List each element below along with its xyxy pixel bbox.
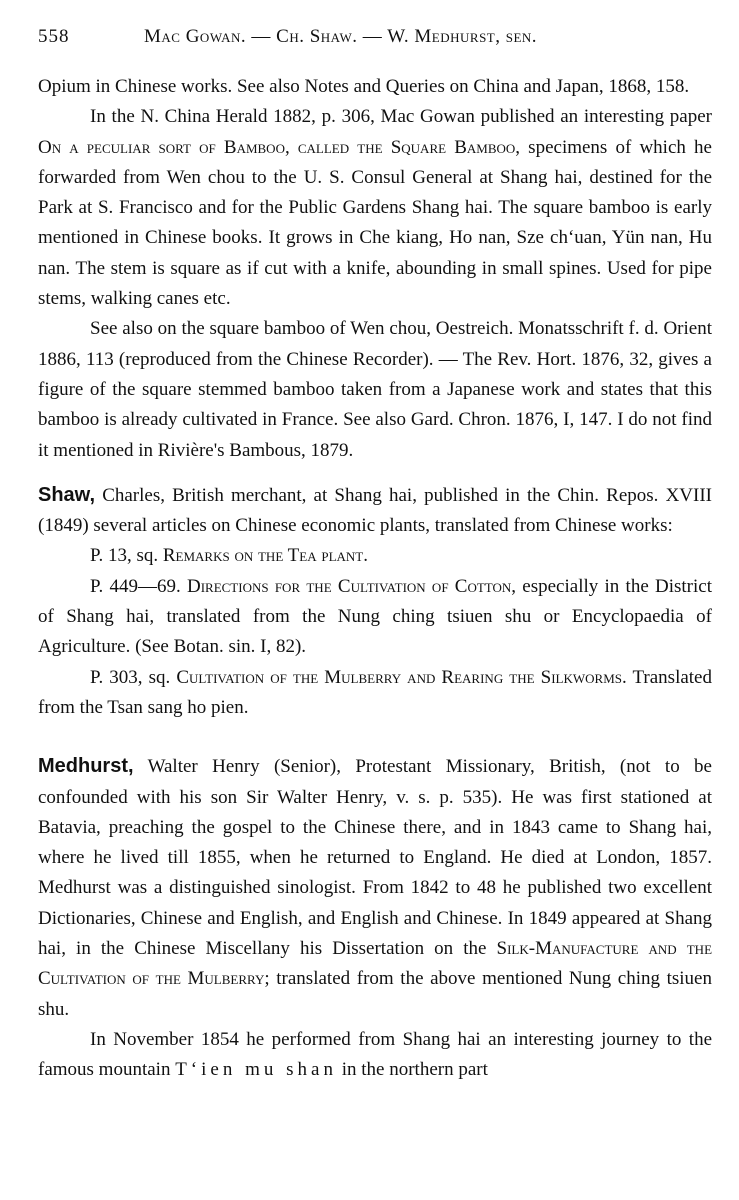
- running-title: Mac Gowan. — Ch. Shaw. — W. Medhurst, sen.: [144, 26, 538, 47]
- article-title: Directions for the Cultivation of Cotton: [186, 575, 512, 597]
- paragraph-wen-chou: See also on the square bamboo of Wen chou, Oestreich. Monatsschrift f. d. Orient 1886, 113 (reproduced from the Chinese Recorder). — The Rev. Hort. 1876, 32, gives a figure of the square stemmed bamboo taken from a Japanese work and states that this bamboo is already cultivated in France. See also Gard. Chron. 1876, I, 147. I do not find it mentioned in Rivière's Bambous, 1879.: [38, 318, 712, 461]
- article-title: On a peculiar sort of Bamboo, called the Square Bamboo: [38, 136, 516, 158]
- entry-name-shaw: Shaw,: [38, 483, 96, 506]
- paragraph-square-bamboo: [38, 102, 712, 314]
- running-header: [38, 26, 709, 54]
- shaw-article-tea: [38, 541, 712, 571]
- place-name: Tʻien mu shan: [175, 1059, 337, 1081]
- text-run: In the N. China Herald 1882, p. 306, Mac Gowan published an interesting paper: [90, 106, 712, 128]
- text-run: , especially in the District of Shang hai, translated from the Nung ching tsiuen shu or Encyclopaedia of Agriculture. (See Botan. sin. I, 82).: [38, 575, 712, 658]
- paragraph-journey: [38, 1025, 712, 1086]
- text-run: In November 1854 he performed from Shang hai an interesting journey to the famous mountain: [38, 1028, 712, 1081]
- entry-shaw: [38, 480, 712, 542]
- text-run: , specimens of which he forwarded from Wen chou to the U. S. Consul General at Shang hai, destined for the Park at S. Francisco and for the Public Gardens Shang hai. The square bamboo is early mentioned in Chinese books. It grows in Che kiang, Ho nan, Sze chʻuan, Yün nan, Hu nan. The stem is square as if cut with a knife, abounding in small spines. Used for pipe stems, walking canes etc.: [38, 136, 712, 310]
- text-run: in the northern part: [336, 1059, 488, 1081]
- article-title: Cultivation of the Mulberry and Rearing the Silkworms.: [176, 666, 627, 688]
- text-run: P. 13, sq.: [90, 545, 163, 567]
- shaw-article-cotton: [38, 572, 712, 663]
- page-body: [38, 72, 712, 1086]
- text-run: Translated from the Tsan sang ho pien.: [38, 666, 712, 718]
- page-number: 558: [38, 26, 70, 47]
- shaw-article-mulberry: [38, 663, 712, 724]
- text-run: ; translated from the above mentioned Nung ching tsiuen shu.: [38, 968, 712, 1020]
- entry-medhurst: [38, 751, 712, 1025]
- text-run: Charles, British merchant, at Shang hai, published in the Chin. Repos. XVIII (1849) several articles on Chinese economic plants, translated from Chinese works:: [38, 484, 712, 537]
- article-title: Silk-Manufacture and the Cultivation of the Mulberry: [38, 938, 713, 990]
- text-run: Walter Henry (Senior), Protestant Missionary, British, (not to be confounded with his son Sir Walter Henry, v. s. p. 535). He was first stationed at Batavia, preaching the gospel to the Chinese there, and in 1843 came to Shang hai, where he lived till 1855, when he returned to England. He died at London, 1857. Medhurst was a distinguished sinologist. From 1842 to 48 he published two excellent Dictionaries, Chinese and English, and English and Chinese. In 1849 appeared at Shang hai, in the Chinese Miscellany his Dissertation on the: [38, 756, 712, 960]
- entry-name-medhurst: Medhurst,: [38, 755, 134, 778]
- article-title: Remarks on the Tea plant.: [162, 545, 368, 567]
- paragraph-opium: Opium in Chinese works. See also Notes and Queries on China and Japan, 1868, 158.: [38, 76, 690, 97]
- text-run: P. 303, sq.: [90, 666, 177, 688]
- text-run: P. 449—69.: [90, 575, 187, 597]
